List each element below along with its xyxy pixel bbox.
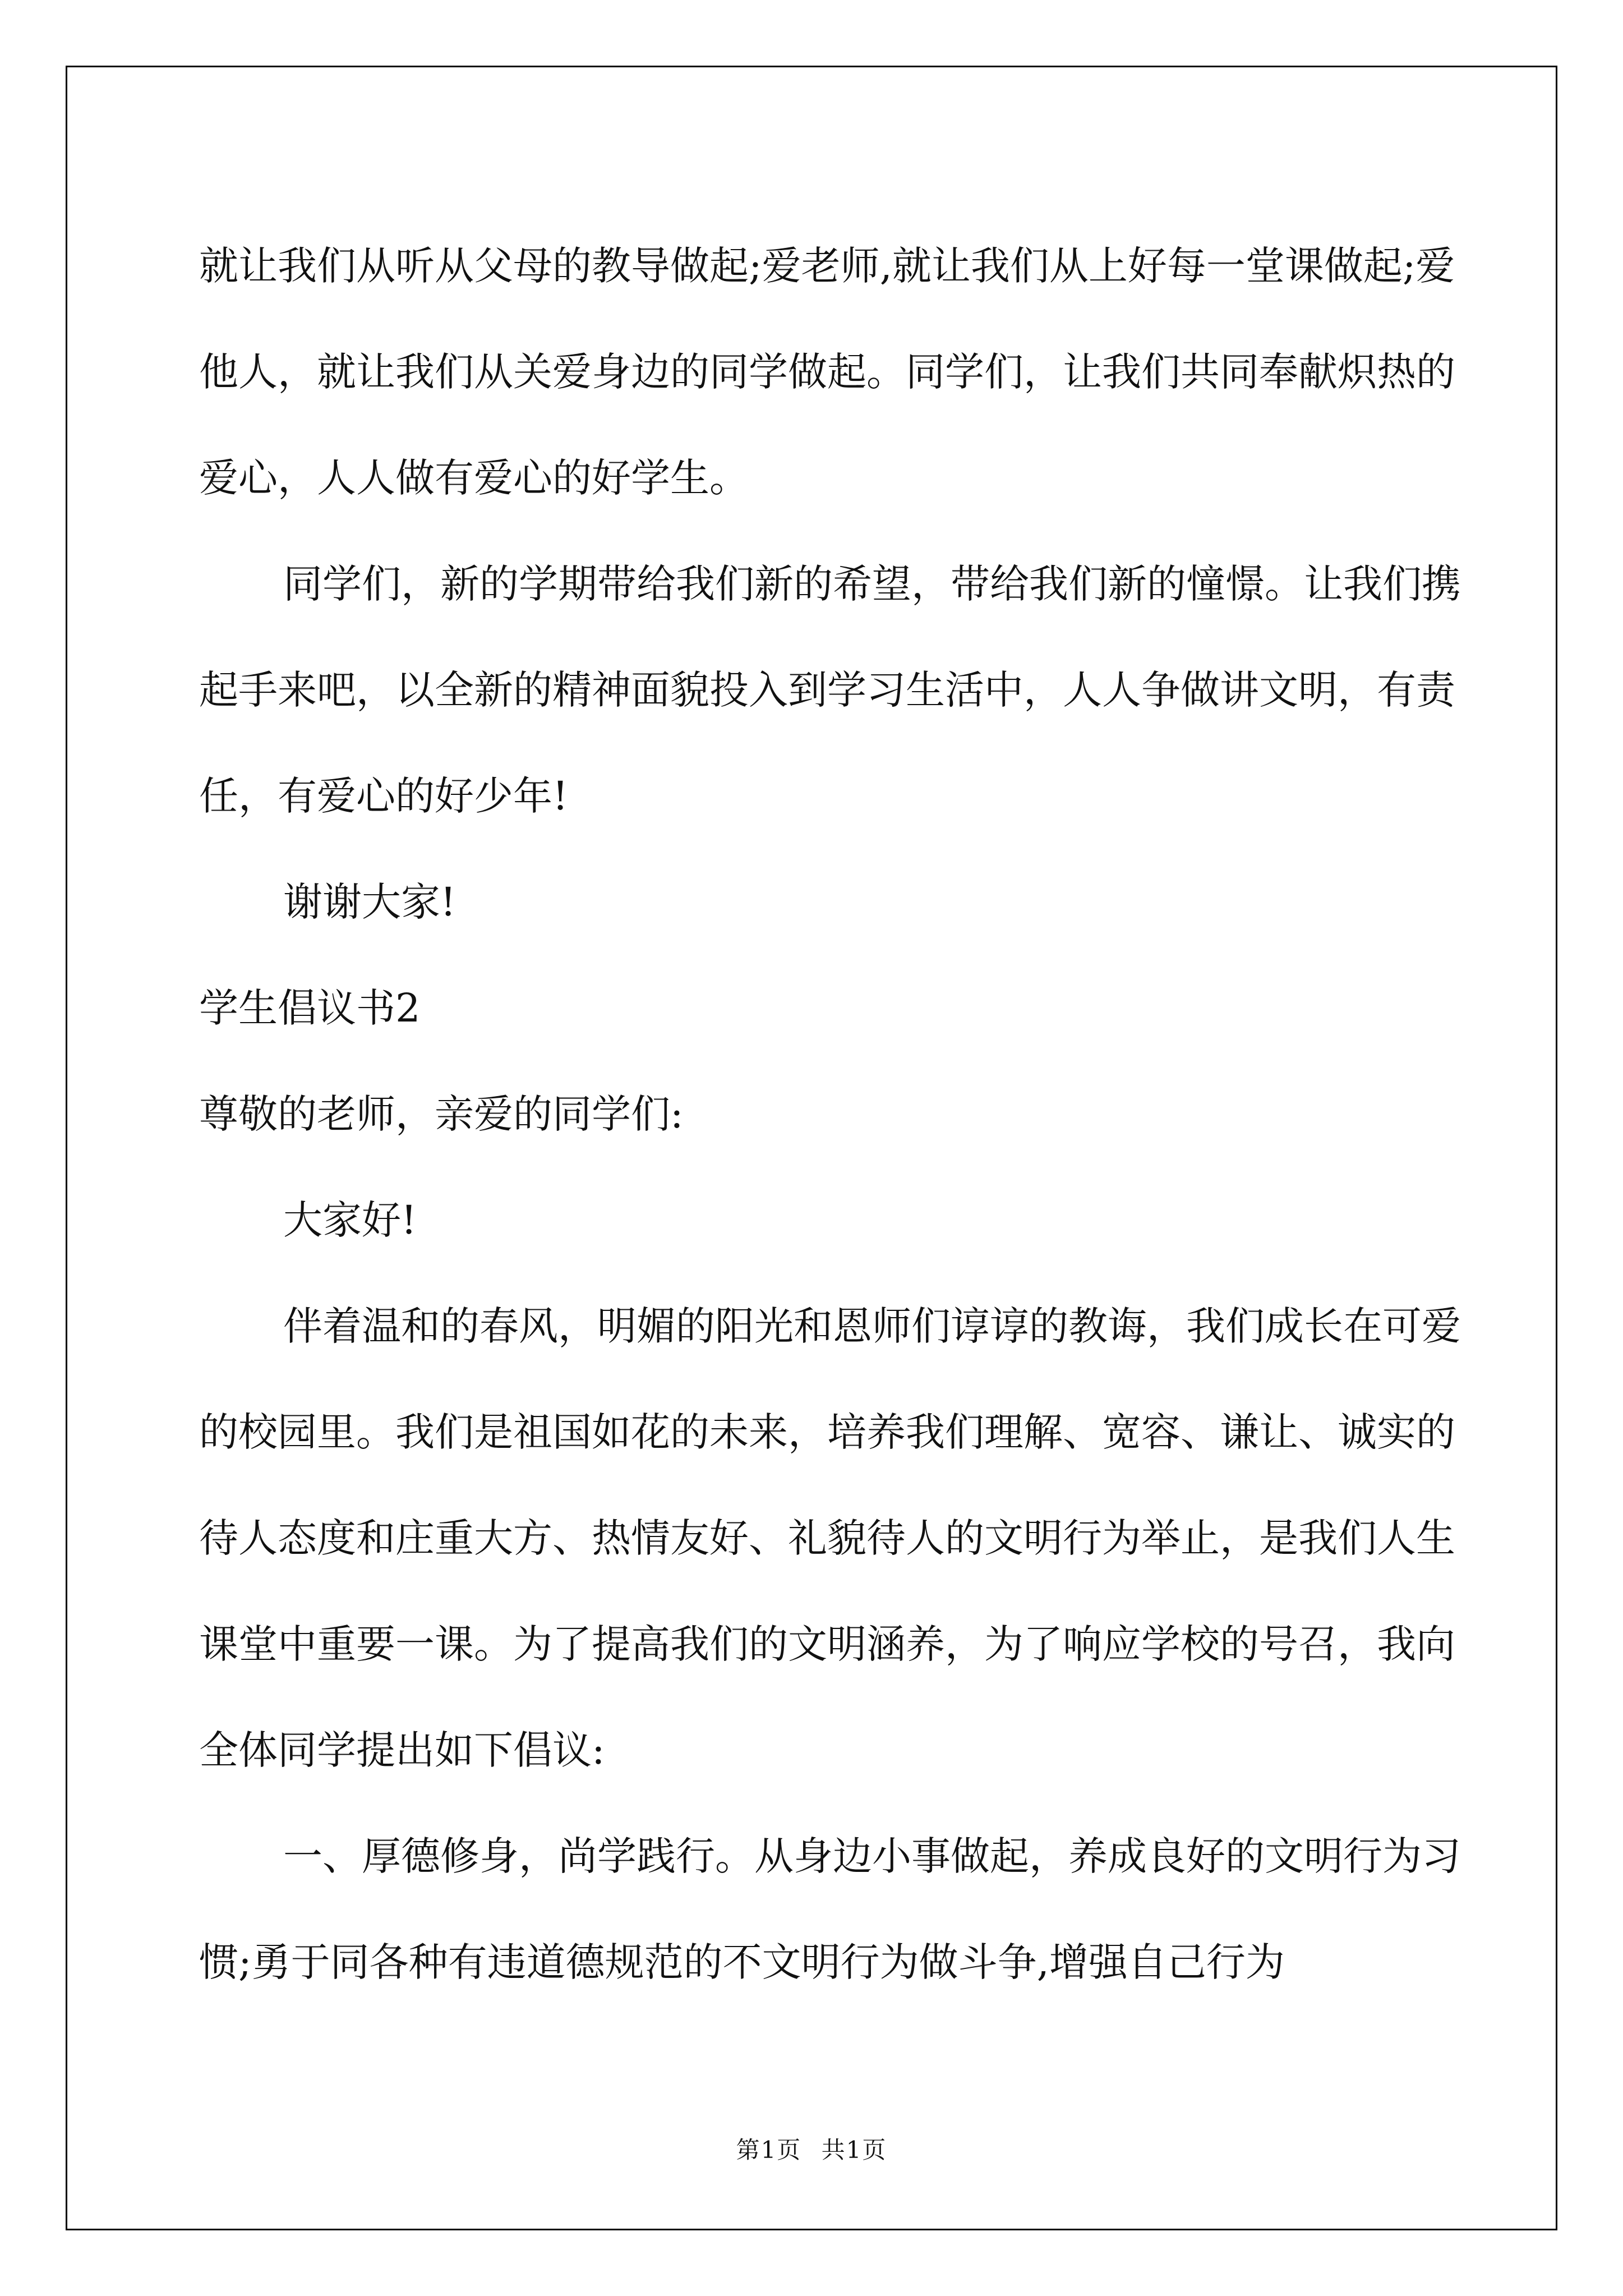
section-title: 学生倡议书2 [199,985,421,1031]
paragraph-intro: 伴着温和的春风，明媚的阳光和恩师们谆谆的教诲，我们成长在可爱的校园里。我们是祖国如花的未来，培养我们理解、宽容、谦让、诚实的待人态度和庄重大方、热情友好、礼貌待人的文明行为举止，是我们人生课堂中重要一课。为了提高我们的文明涵养，为了响应学校的号召，我向全体同学提出如下倡议: [199,1303,1461,1773]
paragraph-3: 谢谢大家! [283,879,457,925]
paragraph-1: 就让我们从听从父母的教导做起;爱老师,就让我们从上好每一堂课做起;爱他人，就让我们从关爱身边的同学做起。同学们，让我们共同奉献炽热的爱心，人人做有爱心的好学生。 [199,243,1455,501]
page-total: 共1页 [821,2136,887,2164]
paragraph-2: 同学们，新的学期带给我们新的希望，带给我们新的憧憬。让我们携起手来吧，以全新的精神面貌投入到学习生活中，人人争做讲文明，有责任，有爱心的好少年! [199,561,1461,819]
salutation: 尊敬的老师，亲爱的同学们: [199,1091,684,1137]
paragraph-proposal-1: 一、厚德修身，尚学践行。从身边小事做起，养成良好的文明行为习惯;勇于同各种有违道德规范的不文明行为做斗争,增强自己行为 [199,1833,1461,1985]
page-footer [0,2132,1623,2165]
greeting: 大家好! [283,1197,417,1243]
document-body [199,213,1483,2016]
page-number: 第1页 [736,2136,802,2164]
